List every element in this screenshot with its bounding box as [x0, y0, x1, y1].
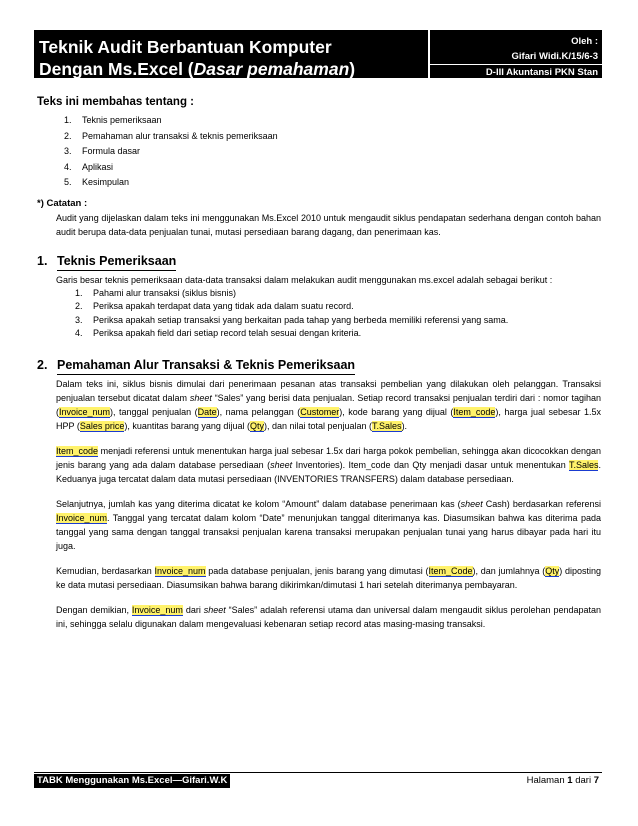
document-title [34, 30, 430, 78]
section-2-paragraph-2: Item_code menjadi referensi untuk menentukan harga jual sebesar 1.5x dari harga pokok pembelian, sehingga akan dicocokkan dengan jenis barang yang ada dalam database persediaan (sheet Inventories). Item_code dan Qty menjadi dasar untuk menentukan T.Sales. Keduanya juga tercatat dalam data mutasi persediaan (INVENTORIES TRANSFERS) dalam database persediaan. [56, 445, 601, 484]
section-2-heading: 2. Pemahaman Alur Transaksi & Teknis Pemeriksaan [37, 357, 601, 375]
page-content [37, 96, 601, 631]
highlight-qty: Qty [545, 565, 560, 576]
list-item: 5. Kesimpulan [64, 177, 130, 187]
note-title: *) Catatan : [37, 197, 88, 209]
intro-heading: Teks ini membahas tentang : [37, 96, 194, 108]
highlight-t-sales: T.Sales [568, 459, 599, 470]
highlight-invoice-num: Invoice_num [154, 565, 206, 576]
list-item: 3. Formula dasar [64, 146, 141, 156]
list-item: 4. Periksa apakah field dari setiap record telah sesuai dengan kriteria. [75, 328, 362, 338]
list-item: 1. Teknis pemeriksaan [64, 115, 162, 125]
topic-list [37, 113, 601, 191]
footer-title: TABK Menggunakan Ms.Excel—Gifari.W.K [34, 774, 230, 788]
section-1-intro: Garis besar teknis pemeriksaan data-data transaksi dalam melakukan audit menggunakan ms.excel adalah sebagai berikut : [56, 274, 553, 285]
highlight-invoice-num: Invoice_num [59, 406, 111, 417]
author-name: Gifari Widi.K/15/6-3 [430, 49, 602, 65]
note-text: Audit yang dijelaskan dalam teks ini menggunakan Ms.Excel 2010 untuk mengaudit siklus pendapatan sederhana dengan contoh bahan audit berupa data-data penjualan tunai, mutasi persediaan barang dagang, dan penerimaan kas. [56, 212, 601, 237]
highlight-sales-price: Sales price [79, 420, 125, 431]
author-program: D-III Akuntansi PKN Stan [485, 67, 598, 78]
highlight-t-sales: T.Sales [372, 420, 402, 431]
highlight-item-code: Item_code [56, 445, 99, 456]
section-2-paragraph-4: Kemudian, berdasarkan Invoice_num pada database penjualan, jenis barang yang dimutasi (Item_Code), dan jumlahnya (Qty) diposting ke data mutasi persediaan. Diasumsikan bahwa barang dikirimkan/dimutasi 1 hari setelah diterimanya pembayaran. [56, 565, 602, 590]
highlight-invoice-num: Invoice_num [131, 604, 183, 615]
author-block [430, 30, 602, 78]
list-item: 2. Pemahaman alur transaksi & teknis pemeriksaan [64, 130, 278, 141]
highlight-date: Date [197, 406, 217, 417]
page-number: Halaman 1 dari 7 [526, 775, 599, 786]
highlight-item-code: Item_code [453, 406, 496, 417]
page-header [34, 30, 602, 78]
section-2-paragraph-5: Dengan demikian, Invoice_num dari sheet “Sales” adalah referensi utama dan universal dalam mengaudit siklus perolehan pendapatan ini, sehingga selalu digunakan dalam mengevaluasi kebenaran setiap record atas masing-masing transaksi. [56, 604, 602, 629]
section-2-paragraph-1: Dalam teks ini, siklus bisnis dimulai dari penerimaan pesanan atas transaksi pembelian yang dilakukan oleh pelanggan. Transaksi penjualan tersebut dicatat dalam sheet “Sales” yang berisi data penjualan. Setiap record transaksi penjualan terdiri dari : nomor tagihan (Invoice_num), tanggal penjualan (Date), nama pelanggan (Customer), kode barang yang dijual (Item_code), harga jual sebesar 1.5x HPP (Sales price), kuantitas barang yang dijual (Qty), dan nilai total penjualan (T.Sales). [56, 378, 602, 431]
list-item: 3. Periksa apakah setiap transaksi yang berkaitan pada tahap yang berbeda memiliki referensi yang sama. [75, 314, 509, 325]
list-item: 1. Pahami alur transaksi (siklus bisnis) [75, 287, 237, 298]
title-line-2: Dengan Ms.Excel (Dasar pemahaman) [39, 59, 356, 79]
highlight-qty: Qty [249, 420, 264, 431]
section-2-paragraph-3: Selanjutnya, jumlah kas yang diterima dicatat ke kolom “Amount” dalam database penerimaan kas (sheet Cash) berdasarkan referensi Invoice_num. Tanggal yang tercatat dalam kolom “Date” menunjukan tanggal diterimanya kas. Diasumsikan bahwa kas diterima pada tanggal yang sama dengan tanggal transaksi penjualan karena transaksi merupakan penjualan tunai yang harus dibayar pada hari itu juga. [56, 498, 601, 551]
list-item: 2. Periksa apakah terdapat data yang tidak ada dalam suatu record. [75, 301, 354, 311]
highlight-item-code: Item_Code [428, 565, 473, 576]
highlight-invoice-num: Invoice_num [56, 512, 108, 523]
title-line-1: Teknik Audit Berbantuan Komputer [39, 37, 332, 57]
author-label: Oleh : [571, 36, 598, 47]
section-1-steps [37, 287, 601, 341]
section-1-heading: 1. Teknis Pemeriksaan [37, 253, 601, 271]
list-item: 4. Aplikasi [64, 161, 114, 172]
highlight-customer: Customer [300, 406, 340, 417]
page-footer [34, 772, 602, 788]
